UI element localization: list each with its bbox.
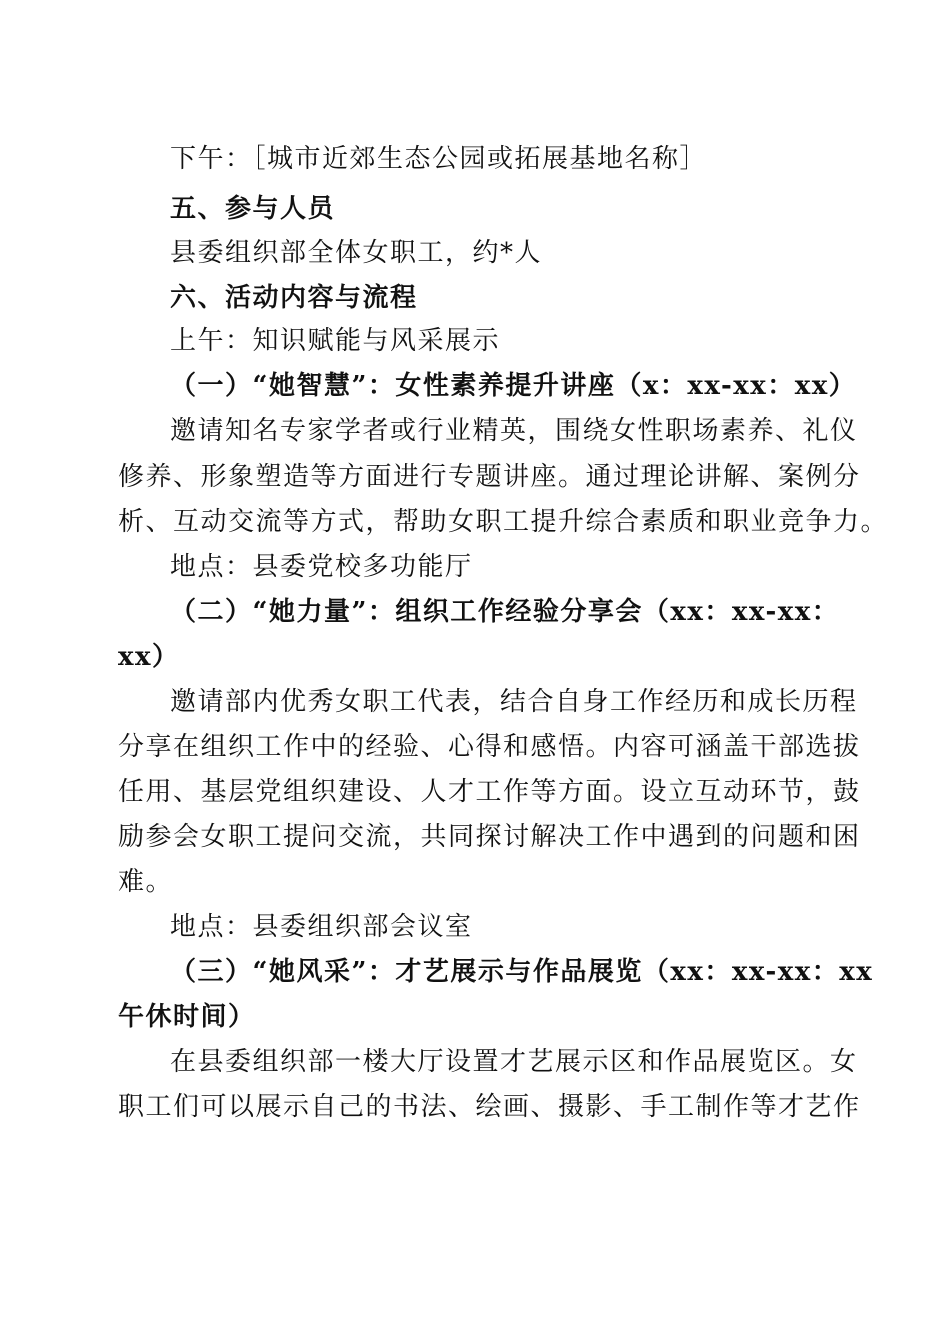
item-3-title: （三）“她风采”：才艺展示与作品展览（xx：xx-xx：xx [170, 957, 874, 987]
item-1-body-line: 析、互动交流等方式，帮助女职工提升综合素质和职业竞争力。 [118, 507, 889, 537]
section-5-title: 五、参与人员 [170, 194, 336, 224]
item-1-title: （一）“她智慧”：女性素养提升讲座（x：xx-xx：xx） [170, 371, 857, 401]
section-6-title: 六、活动内容与流程 [170, 283, 418, 313]
item-3-body-line: 职工们可以展示自己的书法、绘画、摄影、手工制作等才艺作 [118, 1092, 861, 1122]
venue-afternoon: 下午：［城市近郊生态公园或拓展基地名称］ [170, 144, 708, 174]
section-5-body: 县委组织部全体女职工，约*人 [170, 238, 543, 268]
item-2-body-line: 分享在组织工作中的经验、心得和感悟。内容可涵盖干部选拔 [118, 732, 861, 762]
item-1-body-line: 邀请知名专家学者或行业精英，围绕女性职场素养、礼仪 [170, 416, 858, 446]
item-3-body-line: 在县委组织部一楼大厅设置才艺展示区和作品展览区。女 [170, 1047, 858, 1077]
item-2-body-line: 任用、基层党组织建设、人才工作等方面。设立互动环节，鼓 [118, 777, 861, 807]
morning-label: 上午：知识赋能与风采展示 [170, 326, 501, 356]
item-3-title-cont: 午休时间） [118, 1002, 256, 1032]
item-1-location: 地点：县委党校多功能厅 [170, 552, 473, 582]
item-2-body-line: 励参会女职工提问交流，共同探讨解决工作中遇到的问题和困 [118, 822, 861, 852]
item-2-body-line: 邀请部内优秀女职工代表，结合自身工作经历和成长历程 [170, 687, 858, 717]
item-2-title-cont: xx） [118, 642, 180, 672]
item-2-body-line: 难。 [118, 867, 174, 897]
item-2-title: （二）“她力量”：组织工作经验分享会（xx：xx-xx： [170, 597, 840, 627]
item-2-location: 地点：县委组织部会议室 [170, 912, 473, 942]
item-1-body-line: 修养、形象塑造等方面进行专题讲座。通过理论讲解、案例分 [118, 462, 861, 492]
